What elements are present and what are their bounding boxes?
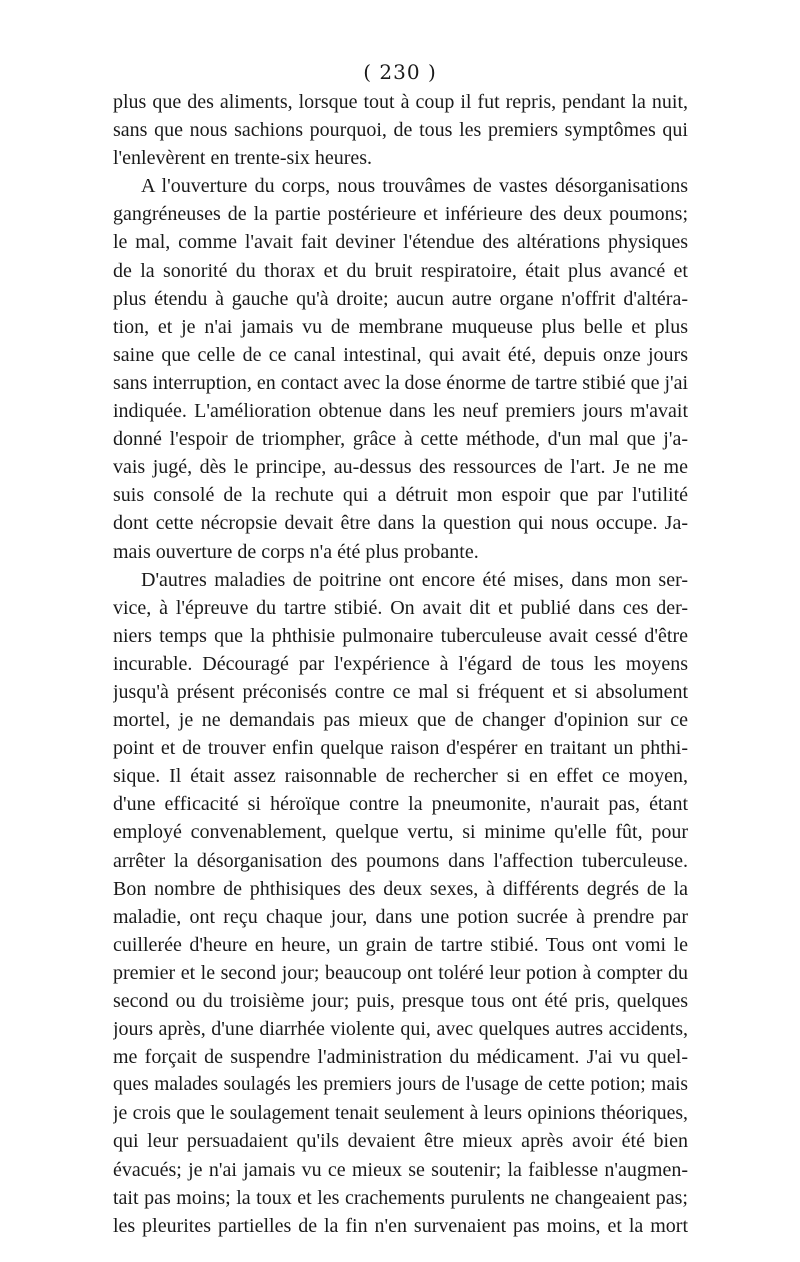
text-line: incurable. Découragé par l'expérience à l'égard de tous les moyens (113, 652, 688, 675)
text-line: de la sonorité du thorax et du bruit respiratoire, était plus avancé et (113, 259, 688, 282)
text-line: donné l'espoir de triompher, grâce à cette méthode, d'un mal que j'a- (113, 428, 688, 451)
text-line: tait pas moins; la toux et les crachements purulents ne changeaient pas; (113, 1186, 688, 1209)
text-line: vais jugé, dès le principe, au-dessus des ressources de l'art. Je ne me (113, 456, 688, 479)
text-line: premier et le second jour; beaucoup ont toléré leur potion à compter du (113, 961, 688, 984)
text-line: dont cette nécropsie devait être dans la question qui nous occupe. Ja- (113, 512, 688, 535)
text-line: second ou du troisième jour; puis, presque tous ont été pris, quelques (113, 990, 688, 1012)
text-line: sique. Il était assez raisonnable de rechercher si en effet ce moyen, (113, 765, 688, 788)
text-line: point et de trouver enfin quelque raison d'espérer en traitant un phthi- (113, 737, 688, 760)
text-line: maladie, ont reçu chaque jour, dans une potion sucrée à prendre par (113, 905, 688, 928)
text-line: arrêter la désorganisation des poumons dans l'affection tuberculeuse. (113, 849, 688, 872)
text-line: tion, et je n'ai jamais vu de membrane muqueuse plus belle et plus (113, 315, 688, 338)
text-line: sans interruption, en contact avec la dose énorme de tartre stibié que j'ai (113, 371, 688, 394)
text-line: indiquée. L'amélioration obtenue dans les neuf premiers jours m'avait (113, 400, 688, 423)
text-line: les pleurites partielles de la fin n'en survenaient pas moins, et la mort (113, 1214, 688, 1237)
text-line: je crois que le soulagement tenait seulement à leurs opinions théoriques, (113, 1102, 688, 1125)
text-line: évacués; je n'ai jamais vu ce mieux se soutenir; la faiblesse n'augmen- (113, 1158, 688, 1181)
text-line: plus que des aliments, lorsque tout à coup il fut repris, pendant la nuit, (113, 91, 688, 113)
text-line: mortel, je ne demandais pas mieux que de changer d'opinion sur ce (113, 709, 688, 732)
text-line: niers temps que la phthisie pulmonaire tuberculeuse avait cessé d'être (113, 624, 688, 647)
text-line: le mal, comme l'avait fait deviner l'étendue des altérations physiques (113, 231, 688, 254)
text-line: employé convenablement, quelque vertu, si minime qu'elle fût, pour (113, 821, 688, 844)
text-line: vice, à l'épreuve du tartre stibié. On avait dit et publié dans ces der- (113, 596, 688, 619)
paragraph-start-line: D'autres maladies de poitrine ont encore été mises, dans mon ser- (141, 568, 688, 591)
text-line: jusqu'à présent préconisés contre ce mal si fréquent et si absolument (113, 680, 688, 703)
paragraph-start-line: A l'ouverture du corps, nous trouvâmes de vastes désorganisations (141, 175, 688, 198)
text-line: mais ouverture de corps n'a été plus probante. (113, 540, 479, 563)
text-line: ques malades soulagés les premiers jours de l'usage de cette potion; mais (113, 1074, 688, 1096)
text-line: gangréneuses de la partie postérieure et inférieure des deux poumons; (113, 203, 688, 226)
text-line: plus étendu à gauche qu'à droite; aucun autre organe n'offrit d'altéra- (113, 287, 688, 310)
text-line: me forçait de suspendre l'administration du médicament. J'ai vu quel- (113, 1046, 688, 1069)
text-line: cuillerée d'heure en heure, un grain de tartre stibié. Tous ont vomi le (113, 933, 688, 956)
body-text (113, 88, 688, 1240)
page-number: ( 230 ) (363, 60, 437, 84)
text-line: qui leur persuadaient qu'ils devaient être mieux après avoir été bien (113, 1130, 688, 1153)
text-line: Bon nombre de phthisiques des deux sexes, à différents degrés de la (113, 877, 688, 900)
text-line: l'enlevèrent en trente-six heures. (113, 147, 373, 170)
text-line: suis consolé de la rechute qui a détruit mon espoir que par l'utilité (113, 484, 688, 507)
text-line: saine que celle de ce canal intestinal, qui avait été, depuis onze jours (113, 343, 688, 366)
text-line: sans que nous sachions pourquoi, de tous les premiers symptômes qui (113, 119, 688, 142)
text-line: d'une efficacité si héroïque contre la pneumonite, n'aurait pas, étant (113, 793, 688, 816)
text-line: jours après, d'une diarrhée violente qui, avec quelques autres accidents, (113, 1018, 688, 1041)
